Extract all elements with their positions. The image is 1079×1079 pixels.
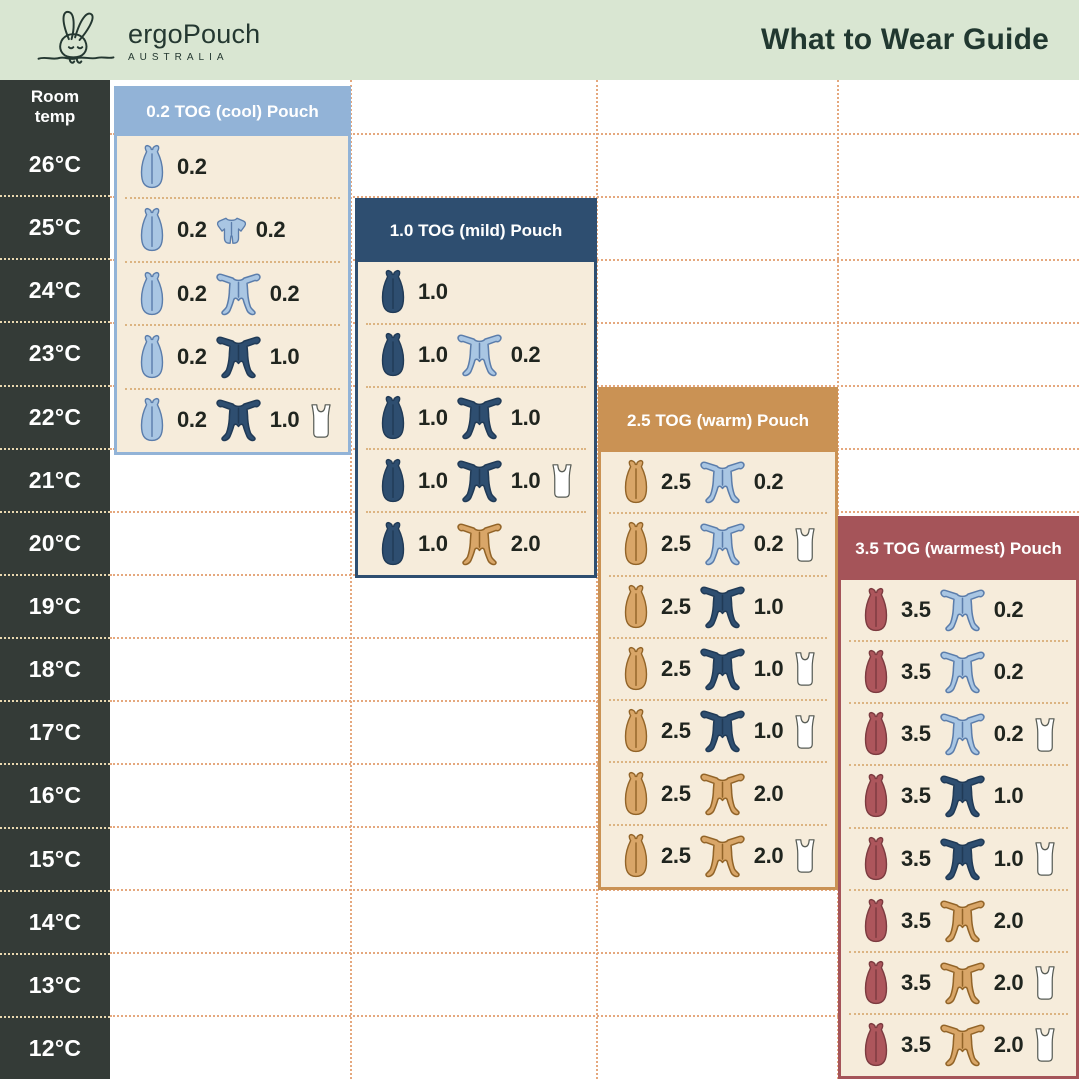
tog-value: 3.5 bbox=[901, 969, 931, 995]
tog-value: 1.0 bbox=[418, 279, 448, 305]
pouch-icon bbox=[135, 334, 169, 380]
guide-row-21C bbox=[358, 449, 594, 512]
pouch-icon bbox=[859, 587, 893, 633]
pouch-icon bbox=[859, 773, 893, 819]
pouch-icon bbox=[619, 584, 653, 630]
tog-value: 3.5 bbox=[901, 907, 931, 933]
tog-value: 3.5 bbox=[901, 845, 931, 871]
romper-icon bbox=[699, 772, 746, 816]
guide-row-23C bbox=[358, 324, 594, 387]
temperature-label: 17°C bbox=[0, 700, 110, 763]
tog-value: 0.2 bbox=[993, 597, 1024, 623]
pouch-icon bbox=[619, 771, 653, 817]
pouch-icon bbox=[619, 646, 653, 692]
singlet-icon bbox=[791, 838, 819, 873]
tog-value: 2.5 bbox=[661, 718, 691, 744]
romper-icon bbox=[939, 1023, 986, 1067]
tog-value: 0.2 bbox=[753, 531, 784, 557]
tog-value: 1.0 bbox=[418, 342, 448, 368]
singlet-icon bbox=[1031, 965, 1059, 1000]
romper-short-icon bbox=[215, 215, 248, 246]
romper-icon bbox=[939, 899, 986, 943]
bunny-logo-icon bbox=[30, 7, 122, 73]
romper-icon bbox=[215, 335, 262, 379]
tog-value: 1.0 bbox=[269, 407, 300, 433]
romper-icon bbox=[699, 460, 746, 504]
guide-row-24C bbox=[117, 262, 348, 325]
temperature-label: 26°C bbox=[28, 151, 82, 178]
tog-value: 1.0 bbox=[418, 467, 448, 493]
temperature-label: 13°C bbox=[0, 953, 110, 1016]
tog-value: 1.0 bbox=[418, 404, 448, 430]
tog-value: 2.5 bbox=[661, 842, 691, 868]
temperature-label: 25°C bbox=[0, 195, 110, 258]
guide-row-17C bbox=[601, 700, 835, 762]
temperature-label: 24°C bbox=[0, 258, 110, 321]
romper-icon bbox=[699, 585, 746, 629]
guide-row-20C bbox=[601, 513, 835, 575]
romper-icon bbox=[939, 588, 986, 632]
temperature-label: 21°C bbox=[0, 448, 110, 511]
romper-icon bbox=[215, 272, 262, 316]
tog-value: 1.0 bbox=[993, 845, 1024, 871]
panel-title: 2.5 TOG (warm) Pouch bbox=[600, 389, 836, 452]
romper-icon bbox=[215, 398, 262, 442]
temperature-label: 23°C bbox=[0, 321, 110, 384]
tog-value: 0.2 bbox=[993, 721, 1024, 747]
pouch-icon bbox=[376, 521, 410, 567]
temperature-cells bbox=[0, 134, 110, 1079]
pouch-icon bbox=[859, 898, 893, 944]
pouch-icon bbox=[619, 459, 653, 505]
guide-row-19C bbox=[841, 579, 1076, 641]
guide-row-21C bbox=[601, 451, 835, 513]
tog-value: 1.0 bbox=[993, 783, 1024, 809]
panel-body bbox=[601, 451, 835, 887]
guide-row-22C bbox=[117, 389, 348, 452]
guide-row-15C bbox=[601, 825, 835, 887]
pouch-icon bbox=[619, 833, 653, 879]
romper-icon bbox=[456, 396, 503, 440]
pouch-icon bbox=[135, 207, 169, 253]
tog-value: 0.2 bbox=[177, 407, 207, 433]
tog-value: 3.5 bbox=[901, 783, 931, 809]
tog-value: 3.5 bbox=[901, 721, 931, 747]
header-bar bbox=[0, 0, 1079, 80]
guide-row-25C bbox=[117, 198, 348, 261]
guide-row-17C bbox=[841, 703, 1076, 765]
tog-value: 2.0 bbox=[993, 969, 1024, 995]
tog-value: 2.0 bbox=[993, 1031, 1024, 1057]
panel-title: 0.2 TOG (cool) Pouch bbox=[116, 88, 349, 136]
tog-value: 0.2 bbox=[510, 342, 541, 368]
pouch-icon bbox=[859, 1022, 893, 1068]
guide-row-16C bbox=[841, 765, 1076, 827]
tog-value: 1.0 bbox=[510, 467, 541, 493]
panel-0_2-tog-cool bbox=[114, 86, 351, 455]
panel-title: 3.5 TOG (warmest) Pouch bbox=[840, 518, 1077, 580]
tog-value: 1.0 bbox=[269, 343, 300, 369]
tog-value: 0.2 bbox=[177, 280, 207, 306]
tog-value: 2.5 bbox=[661, 655, 691, 681]
singlet-icon bbox=[1031, 841, 1059, 876]
tog-value: 1.0 bbox=[753, 593, 784, 619]
romper-icon bbox=[939, 961, 986, 1005]
tog-value: 1.0 bbox=[418, 530, 448, 556]
guide-row-20C bbox=[358, 512, 594, 575]
romper-icon bbox=[699, 709, 746, 753]
tog-value: 2.5 bbox=[661, 593, 691, 619]
temperature-label: 14°C bbox=[0, 890, 110, 953]
panel-2_5-tog-warm bbox=[598, 387, 838, 890]
temperature-label: 20°C bbox=[0, 511, 110, 574]
temperature-label: 22°C bbox=[0, 385, 110, 448]
tog-value: 0.2 bbox=[993, 659, 1024, 685]
tog-value: 0.2 bbox=[177, 153, 207, 179]
guide-row-19C bbox=[601, 576, 835, 638]
pouch-icon bbox=[135, 271, 169, 317]
pouch-icon bbox=[619, 521, 653, 567]
brand-country: AUSTRALIA bbox=[128, 52, 229, 63]
panel-body bbox=[841, 579, 1076, 1076]
tog-value: 0.2 bbox=[177, 217, 207, 243]
panel-title: 1.0 TOG (mild) Pouch bbox=[357, 200, 595, 262]
singlet-icon bbox=[548, 463, 576, 498]
romper-icon bbox=[456, 459, 503, 503]
tog-value: 3.5 bbox=[901, 597, 931, 623]
singlet-icon bbox=[1031, 1027, 1059, 1062]
temperature-label: 16°C bbox=[0, 763, 110, 826]
temperature-column bbox=[0, 80, 110, 1079]
pouch-icon bbox=[135, 144, 169, 190]
singlet-icon bbox=[791, 714, 819, 749]
singlet-icon bbox=[791, 651, 819, 686]
panel-body bbox=[117, 135, 348, 452]
pouch-icon bbox=[859, 649, 893, 695]
guide-row-14C bbox=[841, 890, 1076, 952]
tog-value: 1.0 bbox=[510, 404, 541, 430]
guide-row-18C bbox=[601, 638, 835, 700]
pouch-icon bbox=[376, 395, 410, 441]
guide-row-18C bbox=[841, 641, 1076, 703]
tog-value: 0.2 bbox=[269, 280, 300, 306]
tog-value: 2.0 bbox=[753, 780, 784, 806]
pouch-icon bbox=[619, 708, 653, 754]
tog-value: 3.5 bbox=[901, 1031, 931, 1057]
temperature-label: 15°C bbox=[0, 827, 110, 890]
romper-icon bbox=[456, 333, 503, 377]
pouch-icon bbox=[376, 458, 410, 504]
tog-value: 1.0 bbox=[753, 655, 784, 681]
temperature-label: 18°C bbox=[0, 637, 110, 700]
brand-logo bbox=[30, 7, 260, 73]
pouch-icon bbox=[376, 332, 410, 378]
romper-icon bbox=[699, 834, 746, 878]
brand-name: ergoPouch bbox=[128, 19, 261, 49]
tog-value: 0.2 bbox=[753, 469, 784, 495]
tog-value: 0.2 bbox=[255, 217, 286, 243]
guide-row-13C bbox=[841, 952, 1076, 1014]
tog-value: 1.0 bbox=[753, 718, 784, 744]
romper-icon bbox=[456, 522, 503, 566]
pouch-icon bbox=[859, 836, 893, 882]
guide-row-15C bbox=[841, 828, 1076, 890]
romper-icon bbox=[939, 837, 986, 881]
tog-value: 2.5 bbox=[661, 469, 691, 495]
guide-row-16C bbox=[601, 762, 835, 824]
tog-value: 2.0 bbox=[993, 907, 1024, 933]
temperature-column-header bbox=[0, 80, 110, 134]
panel-body bbox=[358, 261, 594, 575]
temperature-column-header-label: Room temp bbox=[30, 87, 80, 126]
romper-icon bbox=[939, 712, 986, 756]
tog-value: 2.0 bbox=[753, 842, 784, 868]
pouch-icon bbox=[135, 397, 169, 443]
tog-value: 2.5 bbox=[661, 531, 691, 557]
tog-value: 2.0 bbox=[510, 530, 541, 556]
pouch-icon bbox=[376, 269, 410, 315]
tog-value: 0.2 bbox=[177, 343, 207, 369]
romper-icon bbox=[699, 647, 746, 691]
panel-1_0-tog-mild bbox=[355, 198, 597, 578]
guide-row-24C bbox=[358, 261, 594, 324]
pouch-icon bbox=[859, 711, 893, 757]
temperature-label: 19°C bbox=[0, 574, 110, 637]
page-title: What to Wear Guide bbox=[760, 23, 1049, 56]
guide-row-23C bbox=[117, 325, 348, 388]
guide-row-26C bbox=[117, 135, 348, 198]
romper-icon bbox=[939, 774, 986, 818]
guide-row-12C bbox=[841, 1014, 1076, 1076]
singlet-icon bbox=[1031, 717, 1059, 752]
tog-value: 2.5 bbox=[661, 780, 691, 806]
guide-row-22C bbox=[358, 387, 594, 450]
pouch-icon bbox=[859, 960, 893, 1006]
tog-value: 3.5 bbox=[901, 659, 931, 685]
singlet-icon bbox=[307, 403, 335, 438]
temperature-label: 12°C bbox=[0, 1016, 110, 1079]
romper-icon bbox=[699, 522, 746, 566]
panel-3_5-tog-warmest bbox=[838, 516, 1079, 1079]
singlet-icon bbox=[791, 527, 819, 562]
romper-icon bbox=[939, 650, 986, 694]
